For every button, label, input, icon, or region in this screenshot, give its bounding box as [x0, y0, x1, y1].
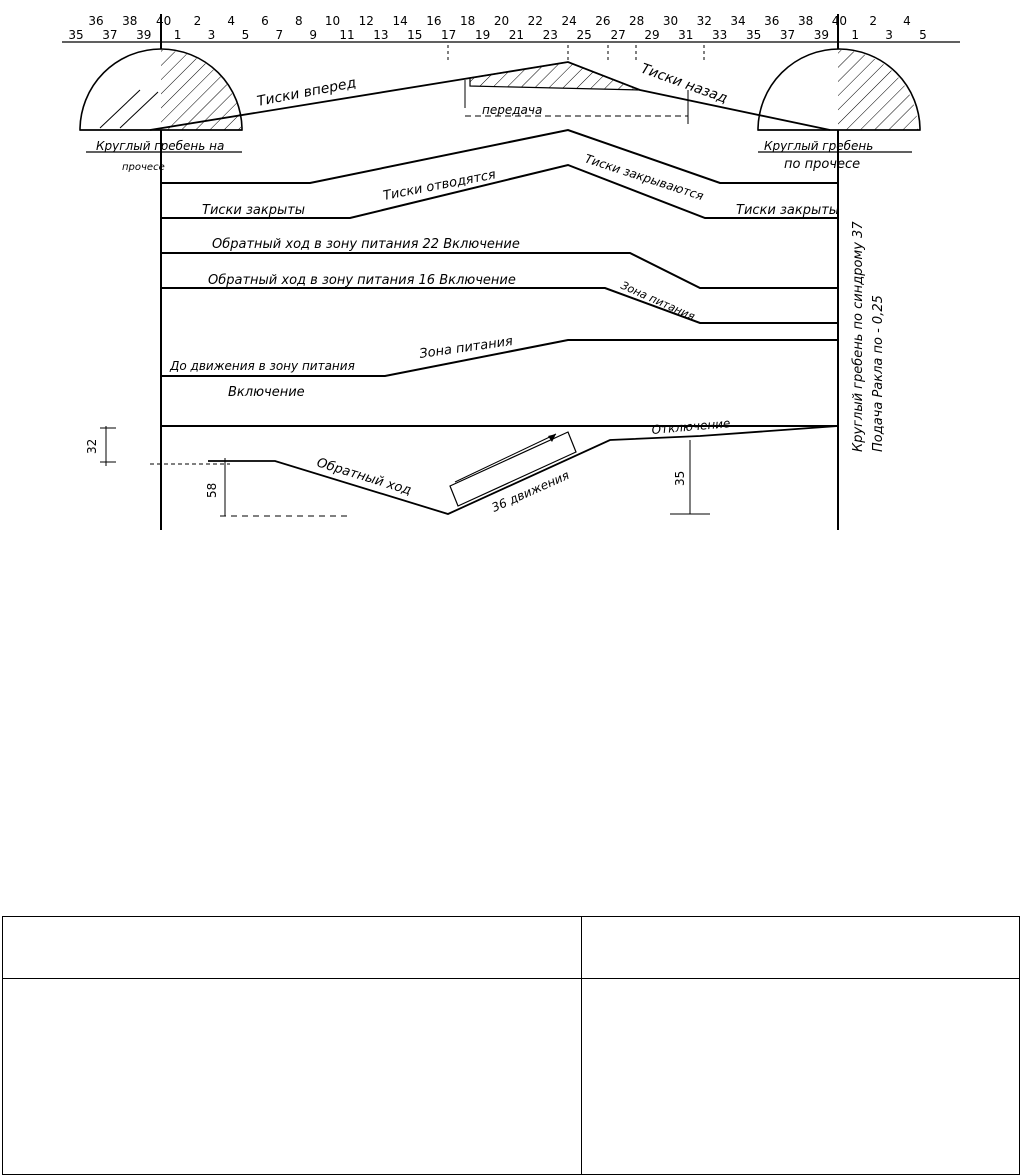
- scale-tick-label: 2: [193, 14, 202, 28]
- scale-tick-label: 12: [358, 14, 374, 28]
- scale-tick-label: 2: [869, 14, 878, 28]
- label-tongs-back: Тиски назад: [638, 60, 730, 107]
- label-vertical-2: Подача Ракла по - 0,25: [871, 295, 886, 452]
- scale-tick-label: 9: [309, 28, 318, 42]
- scale-tick-label: 4: [227, 14, 236, 28]
- scale-tick-label: 39: [136, 28, 152, 42]
- label-return-stroke: Обратный ход: [314, 455, 413, 499]
- scale-tick-label: 17: [441, 28, 457, 42]
- table-cell: [3, 917, 582, 979]
- label-right-cam-1: Круглый гребень: [764, 139, 874, 153]
- cam-timing-diagram: [0, 0, 1022, 540]
- scale-tick-label: 37: [779, 28, 796, 42]
- scale-tick-label: 3: [207, 28, 216, 42]
- scale-tick-label: 24: [561, 14, 577, 28]
- scale-tick-label: 4: [903, 14, 911, 28]
- label-forward-motion: 36 движения: [489, 468, 572, 515]
- scale-tick-label: 40: [155, 14, 172, 28]
- scale-tick-label: 22: [527, 14, 543, 28]
- scale-tick-label: 18: [460, 14, 476, 28]
- scale-tick-label: 1: [173, 28, 182, 42]
- trace-return-16: [161, 288, 838, 323]
- dim-32: 32: [85, 438, 99, 454]
- trace-tongs-open: [161, 130, 838, 183]
- scale-tick-label: 37: [102, 28, 118, 42]
- scale-tick-label: 25: [576, 28, 592, 42]
- label-tongs-closed-left: Тиски закрыты: [202, 203, 306, 218]
- scale-tick-label: 33: [712, 28, 728, 42]
- label-feed-zone-end: Зона питания: [618, 278, 697, 324]
- scale-tick-label: 28: [629, 14, 645, 28]
- dim-58: 58: [205, 482, 219, 498]
- label-tongs-forward: Тиски вперед: [255, 75, 358, 110]
- scale-tick-label: 35: [68, 28, 84, 42]
- label-forward-into-feed: До движения в зону питания: [170, 359, 355, 373]
- left-comb-cam: [80, 49, 242, 130]
- label-rotation: передача: [482, 103, 543, 117]
- scale-tick-label: 38: [122, 14, 138, 28]
- scale-tick-label: 1: [851, 28, 860, 42]
- scale-tick-label: 35: [745, 28, 762, 42]
- scale-tick-label: 40: [831, 14, 848, 28]
- label-vertical-1: Круглый гребень по синдрому 37: [851, 221, 866, 452]
- scale-tick-label: 6: [261, 14, 269, 28]
- scale-tick-label: 14: [392, 14, 408, 28]
- label-tongs-approach: Тиски отводятся: [381, 167, 498, 204]
- timing-traces: [161, 130, 839, 426]
- scale-tick-label: 3: [885, 28, 893, 42]
- tongs-travel-profile: [150, 61, 830, 130]
- label-right-cam-2: по прочесе: [784, 157, 861, 172]
- scale-tick-label: 19: [474, 28, 491, 42]
- label-left-cam-1: Круглый гребень на: [96, 139, 225, 153]
- scale-tick-label: 10: [324, 14, 341, 28]
- scale-tick-label: 29: [644, 28, 660, 42]
- scale-tick-label: 20: [493, 14, 510, 28]
- scale-tick-label: 23: [542, 28, 558, 42]
- dim-35: 35: [673, 470, 687, 486]
- scale-tick-label: 5: [919, 28, 927, 42]
- scale-tick-label: 31: [678, 28, 694, 42]
- scale-tick-label: 30: [662, 14, 679, 28]
- scale: [62, 14, 960, 42]
- motion-profile: [85, 416, 838, 516]
- label-switch-on: Включение: [228, 385, 305, 400]
- scale-tick-label: 15: [407, 28, 423, 42]
- label-tongs-closing: Тиски закрываются: [583, 151, 706, 204]
- scale-tick-label: 38: [797, 14, 814, 28]
- scale-tick-label: 16: [426, 14, 442, 28]
- scale-tick-label: 8: [294, 14, 303, 28]
- label-feed-zone: Зона питания: [418, 334, 514, 362]
- scale-tick-label: 13: [373, 28, 389, 42]
- scale-tick-label: 7: [275, 28, 284, 42]
- table-row: [3, 979, 1020, 1175]
- table-cell: [582, 917, 1020, 979]
- scale-tick-label: 21: [508, 28, 525, 42]
- table-cell: [3, 979, 582, 1175]
- label-switch-off: Отключение: [651, 416, 731, 437]
- scale-tick-label: 5: [241, 28, 250, 42]
- empty-grid-table: [2, 916, 1020, 1175]
- scale-tick-label: 36: [764, 14, 780, 28]
- table-row: [3, 917, 1020, 979]
- scale-tick-label: 27: [610, 28, 626, 42]
- scale-tick-label: 32: [696, 14, 712, 28]
- scale-tick-label: 11: [339, 28, 355, 42]
- scale-tick-label: 34: [730, 14, 746, 28]
- scale-tick-label: 39: [813, 28, 830, 42]
- table-cell: [582, 979, 1020, 1175]
- scale-bottom-row: [68, 28, 926, 42]
- right-comb-cam: [758, 49, 920, 130]
- scale-tick-label: 26: [595, 14, 611, 28]
- scale-top-row: [88, 14, 910, 28]
- label-tongs-closed-right: Тиски закрыты: [736, 203, 840, 218]
- label-return-16: Обратный ход в зону питания 16 Включение: [208, 273, 516, 288]
- scale-tick-label: 36: [88, 14, 104, 28]
- label-left-cam-2: прочесе: [122, 162, 165, 173]
- label-return-22: Обратный ход в зону питания 22 Включение: [212, 237, 520, 252]
